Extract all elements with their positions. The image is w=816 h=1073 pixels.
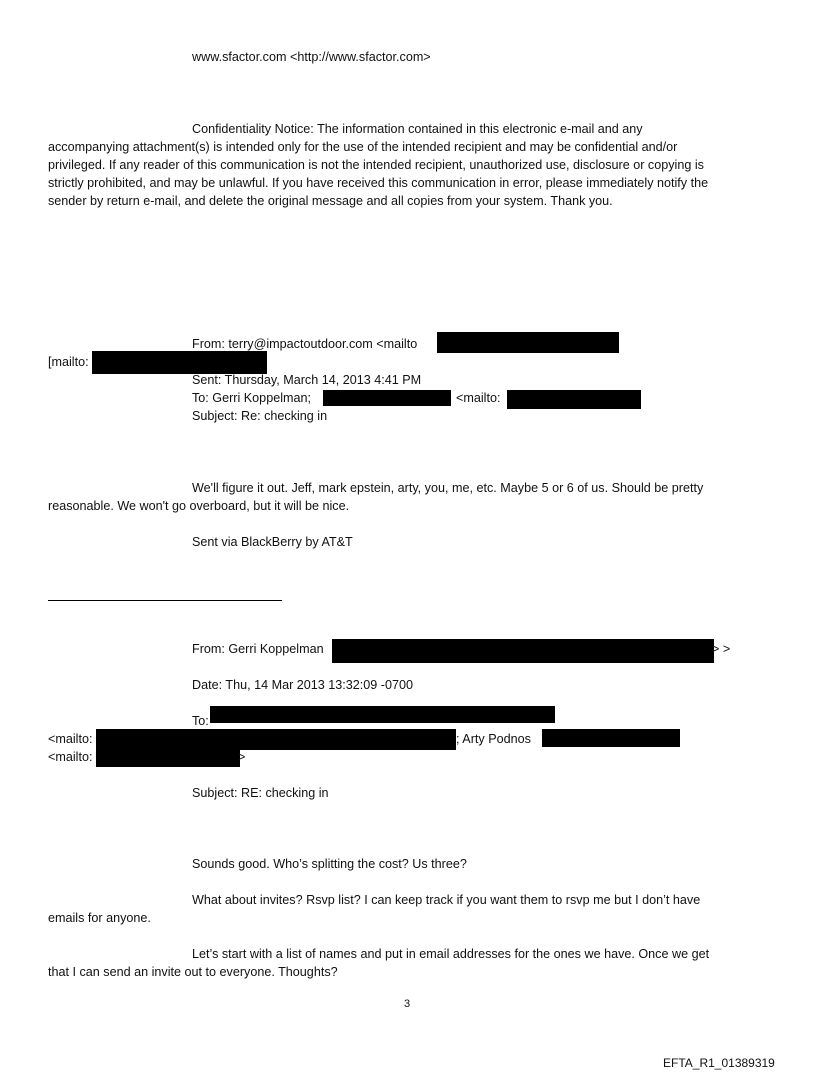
redaction-box bbox=[323, 390, 451, 406]
from-line: From: terry@impactoutdoor.com <mailto bbox=[192, 337, 418, 351]
body-paragraph-3-line-1: Let’s start with a list of names and put in email addresses for the ones we have. Once we get bbox=[192, 947, 710, 961]
redaction-box bbox=[332, 639, 714, 663]
subject-line: Subject: RE: checking in bbox=[192, 786, 329, 800]
body-paragraph-2-line-1: What about invites? Rsvp list? I can keep track if you want them to rsvp me but I don’t have bbox=[192, 893, 701, 907]
page-number: 3 bbox=[404, 998, 411, 1010]
confidentiality-line-3: privileged. If any reader of this communication is not the intended recipient, unauthorized use, disclosure or copying is bbox=[48, 158, 704, 172]
to-line: To: Gerri Koppelman; bbox=[192, 391, 311, 405]
confidentiality-line-4: strictly prohibited, and may be unlawful. If you have received this communication in error, please immediately notify the bbox=[48, 176, 709, 190]
to-mailto: <mailto: bbox=[456, 391, 501, 405]
body-line-1: We'll figure it out. Jeff, mark epstein, arty, you, me, etc. Maybe 5 or 6 of us. Should be pretty bbox=[192, 481, 704, 495]
signature-line: Sent via BlackBerry by AT&T bbox=[192, 535, 353, 549]
body-paragraph-2-line-2: emails for anyone. bbox=[48, 911, 151, 925]
confidentiality-line-5: sender by return e-mail, and delete the original message and all copies from your system. Thank you. bbox=[48, 194, 613, 208]
document-id: EFTA_R1_01389319 bbox=[663, 1056, 775, 1070]
redaction-box bbox=[437, 332, 619, 353]
redaction-box bbox=[96, 747, 240, 767]
confidentiality-line-1: Confidentiality Notice: The information contained in this electronic e-mail and any bbox=[192, 122, 643, 136]
from-line: From: Gerri Koppelman bbox=[192, 642, 324, 656]
mailto-suffix: > bbox=[238, 750, 246, 764]
separator-rule bbox=[48, 600, 282, 601]
mailto-prefix: <mailto: bbox=[48, 750, 93, 764]
body-paragraph-3-line-2: that I can send an invite out to everyone. Thoughts? bbox=[48, 965, 338, 979]
to-line: To: bbox=[192, 714, 209, 728]
header-link-text: www.sfactor.com <http://www.sfactor.com> bbox=[192, 50, 431, 64]
from-suffix: > > bbox=[712, 642, 731, 656]
body-paragraph-1: Sounds good. Who’s splitting the cost? Us three? bbox=[192, 857, 467, 871]
redaction-box bbox=[542, 729, 680, 747]
subject-line: Subject: Re: checking in bbox=[192, 409, 328, 423]
body-line-2: reasonable. We won't go overboard, but it will be nice. bbox=[48, 499, 350, 513]
redaction-box bbox=[210, 706, 555, 723]
mailto-prefix: <mailto: bbox=[48, 732, 93, 746]
confidentiality-line-2: accompanying attachment(s) is intended only for the use of the intended recipient and may be confidential and/or bbox=[48, 140, 678, 154]
redaction-box bbox=[507, 390, 641, 409]
cc-name: ; Arty Podnos bbox=[456, 732, 531, 746]
sent-line: Sent: Thursday, March 14, 2013 4:41 PM bbox=[192, 373, 422, 387]
mailto-prefix: [mailto: bbox=[48, 355, 89, 369]
date-line: Date: Thu, 14 Mar 2013 13:32:09 -0700 bbox=[192, 678, 414, 692]
